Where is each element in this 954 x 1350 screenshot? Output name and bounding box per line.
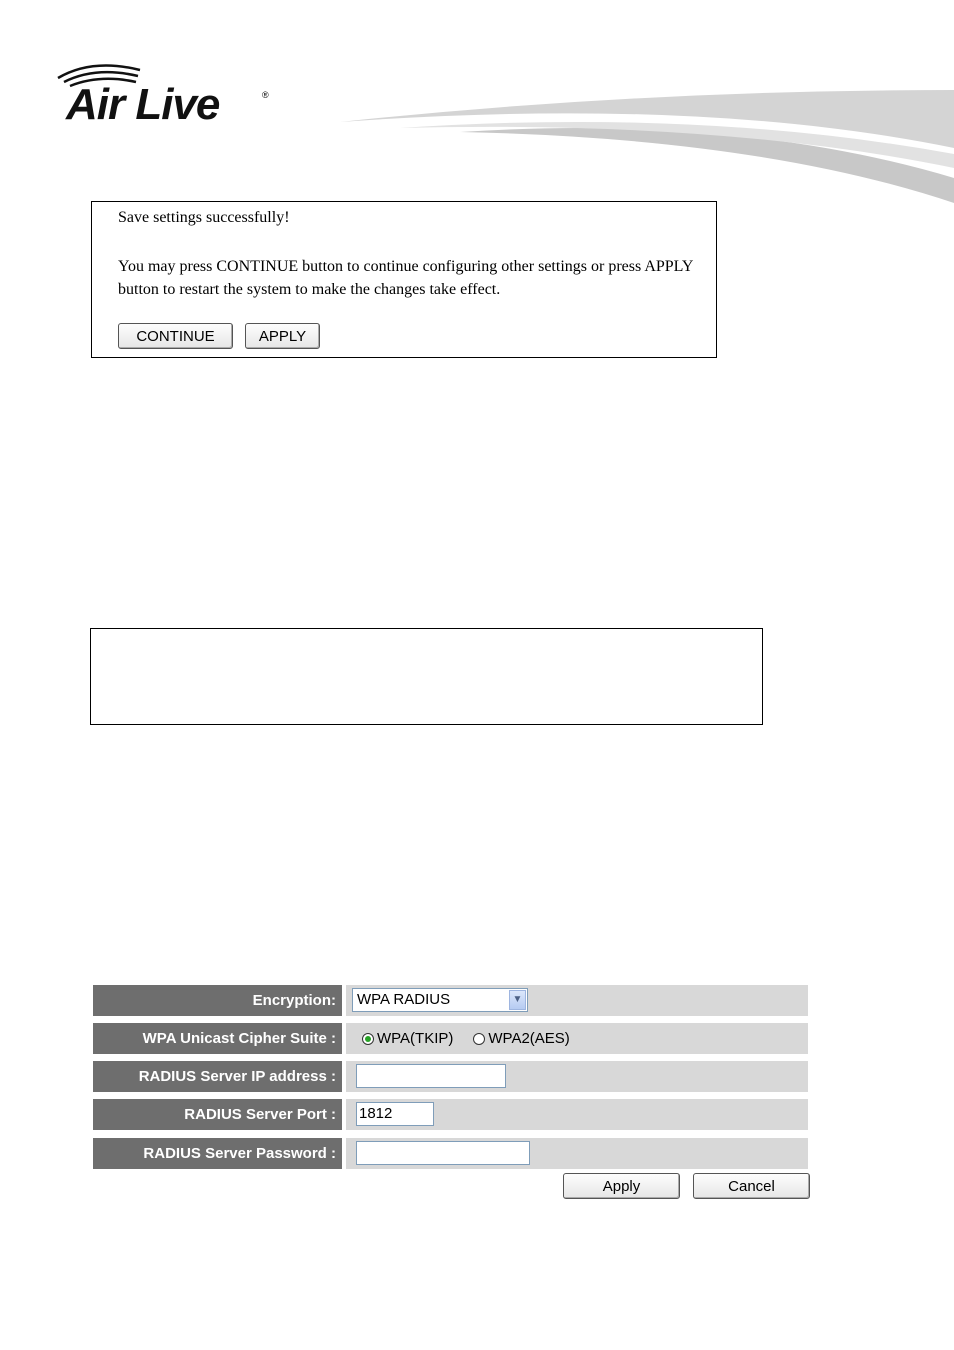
cipher-label: WPA Unicast Cipher Suite : [93,1023,342,1054]
logo-text: Air Live [66,80,220,129]
radio-wpa2-aes[interactable] [473,1033,485,1045]
chevron-down-icon[interactable]: ▼ [509,990,526,1010]
radius-password-row [93,1138,808,1169]
encryption-value-cell [346,985,808,1016]
radius-port-label: RADIUS Server Port : [93,1099,342,1130]
airlive-logo [52,62,282,132]
radius-port-value-cell [346,1099,808,1130]
encryption-select[interactable] [352,988,528,1012]
apply-button[interactable]: Apply [563,1173,680,1199]
save-title: Save settings successfully! [118,209,290,226]
radius-port-row [93,1099,808,1130]
encryption-label: Encryption: [93,985,342,1016]
blank-frame [90,628,763,725]
radio-wpa-tkip[interactable] [362,1033,374,1045]
save-message: You may press CONTINUE button to continue configuring other settings or press APPLY button to restart the system to make the changes take effect. [118,258,693,298]
radius-password-input[interactable] [356,1141,530,1165]
save-settings-dialog [91,201,717,358]
registered-mark: ® [262,90,269,100]
encryption-selected-value: WPA RADIUS [357,991,451,1008]
radius-ip-label: RADIUS Server IP address : [93,1061,342,1092]
cipher-radio-group [362,1023,590,1054]
continue-button[interactable]: CONTINUE [118,323,233,349]
cipher-value-cell [346,1023,808,1054]
radius-ip-row [93,1061,808,1092]
radius-ip-input[interactable] [356,1064,506,1088]
header-swoosh [340,88,954,203]
encryption-row [93,985,808,1016]
cancel-button[interactable]: Cancel [693,1173,810,1199]
cipher-row [93,1023,808,1054]
radio-wpa-tkip-label[interactable]: WPA(TKIP) [377,1030,454,1047]
radius-password-label: RADIUS Server Password : [93,1138,342,1169]
radius-ip-value-cell [346,1061,808,1092]
radio-wpa2-aes-label[interactable]: WPA2(AES) [488,1030,570,1047]
radius-port-input[interactable]: 1812 [356,1102,434,1126]
radius-password-value-cell [346,1138,808,1169]
apply-restart-button[interactable]: APPLY [245,323,320,349]
